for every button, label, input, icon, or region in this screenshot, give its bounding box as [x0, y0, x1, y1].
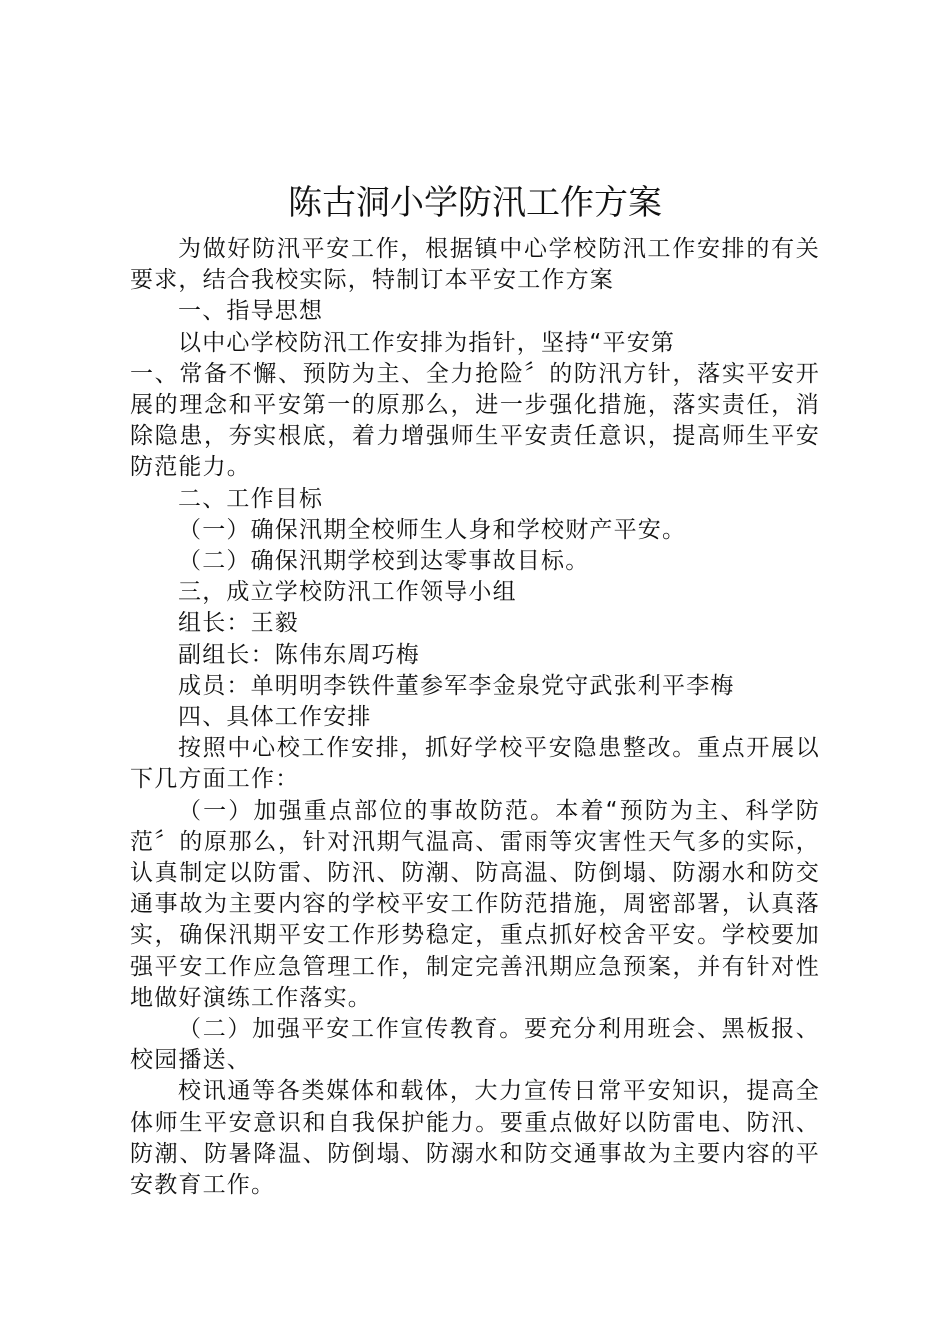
- section-heading-work-arrangements: 四、具体工作安排: [178, 704, 372, 731]
- goal-item-1: （一）确保汛期全校师生人身和学校财产平安。: [178, 516, 687, 543]
- arrangements-intro-paragraph: 按照中心校工作安排，抓好学校平安隐患整改。重点开展以下几方面工作：: [130, 735, 820, 793]
- group-leader: 组长：王毅: [178, 610, 299, 637]
- deputy-group-leader: 副组长：陈伟东周巧梅: [178, 641, 420, 668]
- section-heading-work-goals: 二、工作目标: [178, 485, 324, 512]
- goal-item-2: （二）确保汛期学校到达零事故目标。: [178, 548, 590, 575]
- arrangement-item-2-continued: 校讯通等各类媒体和载体，大力宣传日常平安知识，提高全体师生平安意识和自我保护能力。要重点做好以防雷电、防汛、防潮、防暑降温、防倒塌、防溺水和防交通事故为主要内容的平安教育工作。: [130, 1078, 820, 1199]
- document-body: [130, 234, 820, 1201]
- document-title: 陈古洞小学防汛工作方案: [288, 183, 662, 223]
- guiding-thought-paragraph: 以中心学校防汛工作安排为指针，坚持“平安第: [178, 329, 676, 356]
- group-members: 成员：单明明李铁件董参军李金泉党守武张利平李梅: [178, 672, 735, 699]
- arrangement-item-1: （一）加强重点部位的事故防范。本着“预防为主、科学防范〞的原那么，针对汛期气温高、雷雨等灾害性天气多的实际，认真制定以防雷、防汛、防潮、防高温、防倒塌、防溺水和防交通事故为主要内容的学校平安工作防范措施，周密部署，认真落实，确保汛期平安工作形势稳定，重点抓好校舍平安。学校要加强平安工作应急管理工作，制定完善汛期应急预案，并有针对性地做好演练工作落实。: [130, 797, 820, 1011]
- section-heading-guiding-thought: 一、指导思想: [178, 298, 324, 325]
- arrangement-item-2: （二）加强平安工作宣传教育。要充分利用班会、黑板报、校园播送、: [130, 1016, 820, 1074]
- section-heading-leadership-group: 三，成立学校防汛工作领导小组: [178, 579, 517, 606]
- guiding-policy-paragraph: 一、常备不懈、预防为主、全力抢险〞的防汛方针，落实平安开展的理念和平安第一的原那么，进一步强化措施，落实责任，消除隐患，夯实根底，着力增强师生平安责任意识，提高师生平安防范能力。: [130, 360, 820, 481]
- intro-paragraph: 为做好防汛平安工作，根据镇中心学校防汛工作安排的有关要求，结合我校实际，特制订本平安工作方案: [130, 236, 820, 294]
